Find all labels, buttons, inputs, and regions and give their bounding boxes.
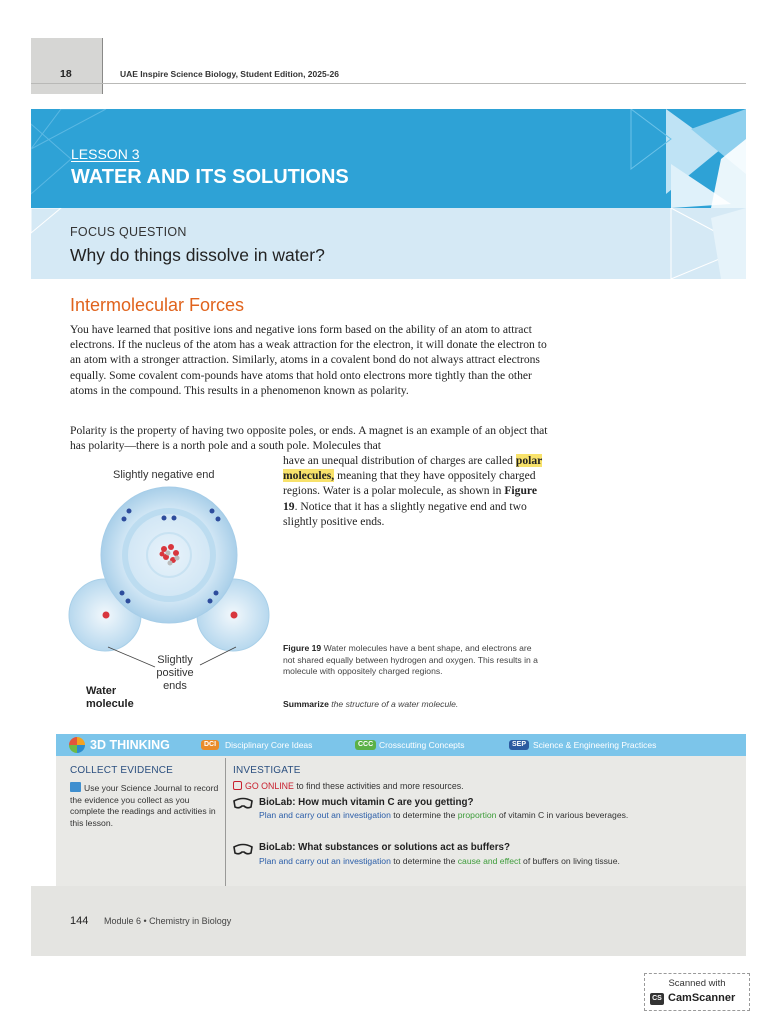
goggles-icon: [233, 797, 253, 809]
3d-thinking-icon: [69, 737, 85, 753]
sep-label: Science & Engineering Practices: [533, 740, 657, 750]
go-online-rest: to find these activities and more resources.: [293, 781, 464, 791]
dci-tag: DCI: [201, 740, 219, 750]
camscanner-logo-icon: CS: [650, 993, 664, 1005]
label-negative-end: Slightly negative end: [113, 469, 215, 481]
ccc-label: Crosscutting Concepts: [379, 740, 465, 750]
paragraph-3-text-a: have an unequal distribution of charges are called: [283, 454, 516, 467]
goggles-icon: [233, 843, 253, 855]
page-number: 18: [60, 68, 72, 80]
biolab-1-practice: Plan and carry out an investigation: [259, 810, 391, 820]
polar-molecules-highlight: polar molecules,: [283, 454, 543, 483]
3d-thinking-bar: [56, 734, 746, 756]
water-molecule-illustration: [60, 485, 280, 670]
biolab-1-text-a: to determine the: [390, 810, 458, 820]
paragraph-3: [283, 453, 545, 529]
go-online-line: [233, 781, 464, 791]
summarize-text: the structure of a water molecule.: [328, 699, 459, 709]
section-title: Intermolecular Forces: [70, 295, 245, 315]
label-positive-ends: Slightly positive ends: [156, 654, 194, 692]
page-number-tab: [31, 38, 103, 94]
biolab-2-concept: cause and effect: [457, 856, 521, 866]
collect-evidence-body: Use your Science Journal to record the evidence you collect as you complete the readings and activities in this lesson.: [70, 783, 219, 828]
go-online-icon: [233, 781, 242, 790]
figure-caption: [283, 643, 541, 678]
biolab-2-practice: Plan and carry out an investigation: [259, 856, 391, 866]
collect-evidence-text: [70, 782, 222, 829]
caption-figure-number: Figure 19: [283, 643, 322, 653]
focus-question-box: [31, 208, 746, 279]
paragraph-2: Polarity is the property of having two opposite poles, or ends. A magnet is an example of an object that has polarity—there is a north pole and a south pole. Molecules that: [70, 424, 548, 453]
footer-page-number: 144: [70, 915, 89, 927]
dci-label: Disciplinary Core Ideas: [225, 740, 313, 750]
sep-tag: SEP: [509, 740, 529, 750]
lesson-label: LESSON 3: [71, 146, 140, 162]
paragraph-3-text-c: . Notice that it has a slightly negative end and two slightly positive ends.: [283, 499, 527, 528]
journal-icon: [70, 782, 81, 792]
biolab-1-description: [259, 810, 669, 821]
caption-text: Water molecules have a bent shape, and electrons are not shared equally between hydrogen and oxygen. This results in a molecule with oppositely charged regions.: [283, 643, 538, 677]
focus-label: FOCUS QUESTION: [70, 225, 187, 239]
ccc-tag: CCC: [355, 740, 376, 750]
scanner-watermark: [644, 973, 750, 1011]
summarize-prompt: [283, 699, 458, 709]
label-water-molecule: Water molecule: [86, 685, 134, 710]
footer-module-title: Module 6 • Chemistry in Biology: [104, 916, 232, 926]
figure-reference: Figure 19: [283, 484, 537, 513]
biolab-1-concept: proportion: [457, 810, 497, 820]
biolab-2-text-a: to determine the: [390, 856, 458, 866]
summarize-label: Summarize: [283, 699, 329, 709]
focus-question: Why do things dissolve in water?: [70, 245, 325, 265]
biolab-2-description: [259, 856, 669, 867]
collect-evidence-heading: COLLECT EVIDENCE: [70, 765, 174, 776]
paragraph-1: You have learned that positive ions and negative ions form based on the ability of an atom to attract electrons. If the nucleus of the atom has a weak attraction for the electron, it will donate the electron to an atom with a stronger attraction. Similarly, atoms in a covalent bond do not always attract electrons equally. Some covalent com-pounds have atoms that hold onto electrons more tightly than the other atoms in the compound. This results in a phenomenon known as polarity.: [70, 323, 547, 397]
lesson-title: WATER AND ITS SOLUTIONS: [71, 166, 349, 188]
biolab-2-title[interactable]: BioLab: What substances or solutions act as buffers?: [259, 842, 510, 853]
focus-decoration: [31, 208, 746, 279]
book-title: UAE Inspire Science Biology, Student Edition, 2025-26: [120, 69, 340, 79]
scanner-brand: CamScanner: [668, 992, 736, 1004]
biolab-1-title[interactable]: BioLab: How much vitamin C are you getting?: [259, 797, 474, 808]
lesson-banner: [31, 109, 746, 208]
3d-thinking-title: 3D THINKING: [90, 738, 170, 752]
paragraph-3-text-b: meaning that they have oppositely charged regions. Water is a polar molecule, as shown in: [283, 469, 536, 498]
investigate-heading: INVESTIGATE: [233, 765, 301, 776]
scanner-caption: Scanned with: [668, 978, 726, 989]
header-rule: [31, 83, 746, 84]
evidence-divider: [225, 758, 226, 886]
go-online-link[interactable]: GO ONLINE: [245, 781, 294, 791]
biolab-2-text-b: of buffers on living tissue.: [520, 856, 620, 866]
biolab-1-text-b: of vitamin C in various beverages.: [496, 810, 629, 820]
